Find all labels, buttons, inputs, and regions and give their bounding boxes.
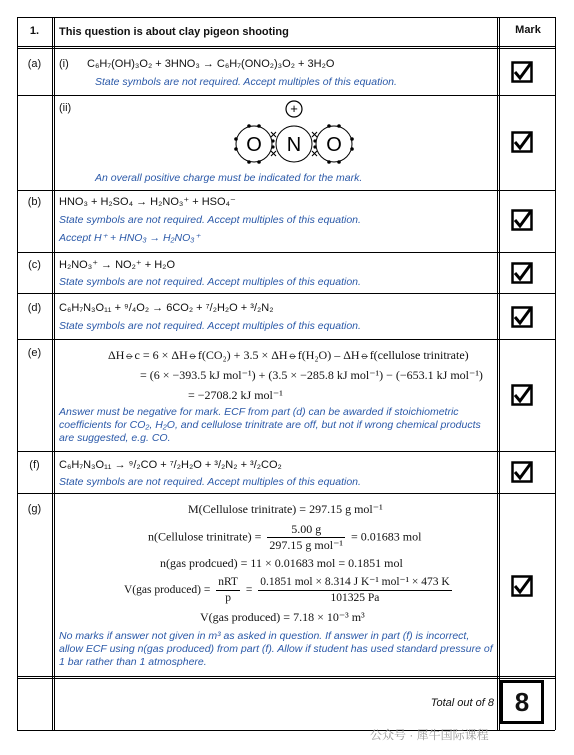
part-label: (a) xyxy=(27,58,42,70)
volume-result: V(gas produced) = 7.18 × 10⁻³ m³ xyxy=(200,610,365,624)
oxygen-atom: O xyxy=(326,134,342,156)
enthalpy-expression: ΔH⦵c = 6 × ΔH⦵f(CO₂) + 3.5 × ΔH⦵f(H₂O) – ΔH⦵f(cellulose trinitrate) xyxy=(108,348,469,362)
rule xyxy=(17,339,555,340)
fraction-denominator: p xyxy=(225,592,231,604)
equation: C₆H₇N₃O₁₁ + ⁹/₄O₂ → 6CO₂ + ⁷/₂H₂O + ³/₂N₂ xyxy=(59,302,274,314)
note: State symbols are not required. Accept multiples of this equation. xyxy=(95,76,397,88)
rule xyxy=(17,493,555,494)
rule xyxy=(17,190,555,191)
oxygen-atom: O xyxy=(246,134,262,156)
gas-moles: n(gas prodcued) = 11 × 0.01683 mol = 0.1851 mol xyxy=(160,556,403,570)
note: An overall positive charge must be indicated for the mark. xyxy=(95,172,363,184)
fraction-denominator: 101325 Pa xyxy=(330,592,380,604)
note: Accept H⁺ + HNO₃ → H₂NO₃⁺ xyxy=(59,232,200,244)
moles-rhs: = 0.01683 mol xyxy=(351,529,422,544)
part-label: (d) xyxy=(27,302,42,314)
fraction-numerator: 0.1851 mol × 8.314 J K⁻¹ mol⁻¹ × 473 K xyxy=(258,575,452,591)
part-label: (b) xyxy=(27,196,42,208)
check-icon xyxy=(511,131,533,153)
nitrogen-atom: N xyxy=(286,134,302,156)
check-icon xyxy=(511,306,533,328)
part-a-i xyxy=(59,57,494,72)
equation: HNO₃ + H₂SO₄ → H₂NO₃⁺ + HSO₄⁻ xyxy=(59,196,236,208)
part-label: (f) xyxy=(29,459,40,471)
note: No marks if answer not given in m³ as asked in question. If answer in part (f) is incorrect, allow ECF using n(gas produced) from part (f). Allow if student has used standard pressure of 1 bar rather than 1 atmosphere. xyxy=(59,630,493,668)
volume-calculation: V(gas produced) = $\frac{\text{nRT}}{p}$ = $\frac{\text{0.1851 mol × 8.314 J K⁻¹ mol⁻¹ × 473 K}}{101325 Pa}$ xyxy=(124,576,450,604)
check-icon xyxy=(511,61,533,83)
check-icon xyxy=(511,384,533,406)
rule xyxy=(17,252,555,253)
question-title: This question is about clay pigeon shooting xyxy=(59,26,289,38)
rule xyxy=(17,17,18,730)
sub-label: (i) xyxy=(59,58,69,70)
rule xyxy=(17,676,555,679)
part-label: (g) xyxy=(27,503,42,515)
equation: C₆H₇(OH)₃O₂ + 3HNO₃ → C₆H₇(ONO₂)₃O₂ + 3H₂O xyxy=(87,58,335,70)
equation: H₂NO₃⁺ → NO₂⁺ + H₂O xyxy=(59,259,175,271)
rule xyxy=(17,17,555,18)
rule xyxy=(17,451,555,452)
molar-mass: M(Cellulose trinitrate) = 297.15 g mol⁻¹ xyxy=(188,502,383,516)
moles-calculation xyxy=(148,522,493,553)
rule xyxy=(17,46,555,49)
rule xyxy=(17,293,555,294)
fraction-numerator: nRT xyxy=(216,575,240,591)
moles-fraction xyxy=(267,522,345,553)
check-icon xyxy=(511,461,533,483)
fraction-denominator: 297.15 g mol⁻¹ xyxy=(269,538,344,552)
part-label: (c) xyxy=(28,259,41,271)
note: State symbols are not required. Accept multiples of this equation. xyxy=(59,320,361,332)
moles-lhs: n(Cellulose trinitrate) = xyxy=(148,529,262,544)
volume-fraction xyxy=(258,575,452,606)
enthalpy-result: = −2708.2 kJ mol⁻¹ xyxy=(188,388,283,402)
ideal-gas-fraction xyxy=(216,575,240,606)
note: Answer must be negative for mark. ECF from part (d) can be awarded if stoichiometric coefficients for CO₂, H₂O, and cellulose trinitrate are off, but not if wrong chemical products are suggested, e.g. CO. xyxy=(59,406,481,444)
check-icon xyxy=(511,575,533,597)
rule xyxy=(52,17,58,730)
lewis-structure xyxy=(228,98,368,168)
equation: C₆H₇N₃O₁₁ → ⁹/₂CO + ⁷/₂H₂O + ³/₂N₂ + ³/₂CO₂ xyxy=(59,459,282,471)
question-number: 1. xyxy=(29,25,40,37)
volume-lhs: V(gas produced) = xyxy=(124,584,211,597)
fraction-numerator: 5.00 g xyxy=(267,522,345,538)
note: State symbols are not required. Accept multiples of this equation. xyxy=(59,476,361,488)
note: State symbols are not required. Accept multiples of this equation. xyxy=(59,214,361,226)
total-label: Total out of 8 xyxy=(430,697,494,709)
plus-charge: + xyxy=(290,101,298,116)
check-icon xyxy=(511,209,533,231)
note: State symbols are not required. Accept multiples of this equation. xyxy=(59,276,361,288)
enthalpy-substitution: = (6 × −393.5 kJ mol⁻¹) + (3.5 × −285.8 kJ mol⁻¹) − (−653.1 kJ mol⁻¹) xyxy=(140,368,483,382)
part-label: (e) xyxy=(27,347,42,359)
mark-header: Mark xyxy=(515,24,541,36)
check-icon xyxy=(511,262,533,284)
watermark: 公众号 · 犀牛国际课程 xyxy=(370,728,489,742)
part-a-ii-label: (ii) xyxy=(59,102,72,114)
rule xyxy=(17,95,555,96)
rule xyxy=(555,17,556,730)
total-score: 8 xyxy=(500,680,544,724)
